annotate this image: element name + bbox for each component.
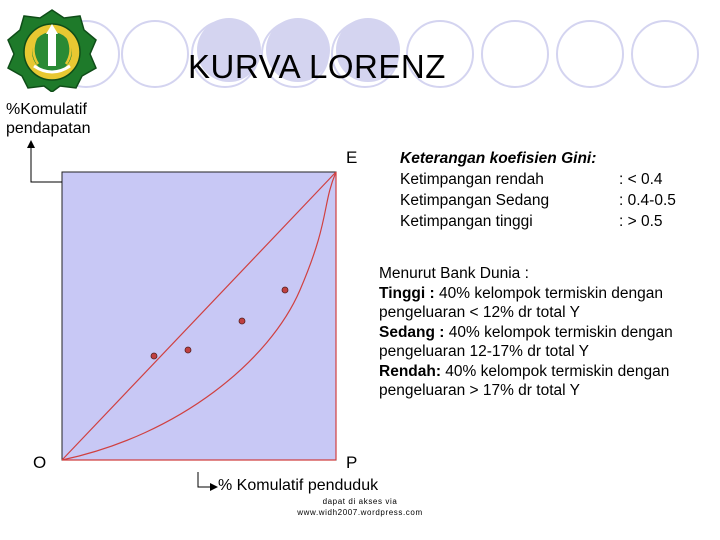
gini-row-value: : > 0.5 [619,213,663,230]
world-bank-criteria [379,264,715,401]
gini-legend [400,148,676,232]
gini-row-value: : 0.4-0.5 [619,192,676,209]
x-axis-arrowhead [210,483,218,491]
y-axis-label-line-1: %Komulatif [6,101,87,118]
credit-line-2: www.widh2007.wordpress.com [297,508,423,517]
world-bank-item-sedang [379,323,715,362]
world-bank-text: 40% kelompok termiskin dengan pengeluaran < 12% dr total Y [379,284,664,321]
y-axis-arrowhead [27,140,35,148]
world-bank-item-rendah [379,362,715,401]
x-axis-label: % Komulatif penduduk [218,477,379,494]
gini-heading: Keterangan koefisien Gini: [400,150,597,167]
gini-row-label: Ketimpangan rendah [400,171,544,188]
gini-row-label: Ketimpangan tinggi [400,213,533,230]
world-bank-term: Tinggi : [379,284,435,302]
world-bank-text: 40% kelompok termiskin dengan pengeluaran 12-17% dr total Y [379,323,673,360]
gini-row [400,169,676,190]
world-bank-text: 40% kelompok termiskin dengan pengeluaran > 17% dr total Y [379,362,670,399]
data-point [282,287,288,293]
world-bank-term: Rendah: [379,362,441,380]
gini-row [400,211,676,232]
y-axis-arrow [31,145,62,182]
gini-row [400,190,676,211]
world-bank-term: Sedang : [379,323,445,341]
data-point [239,318,245,324]
data-point [151,353,157,359]
credit-line-1: dapat di akses via [322,497,398,506]
point-label-e: E [346,148,358,167]
slide-title: KURVA LORENZ [188,48,446,85]
point-label-p: P [346,453,358,472]
point-label-o: O [33,453,47,472]
world-bank-intro: Menurut Bank Dunia : [379,265,529,282]
y-axis-label-line-2: pendapatan [6,120,91,137]
credit-note [290,496,430,518]
gini-row-label: Ketimpangan Sedang [400,192,550,209]
gini-row-value: : < 0.4 [619,171,663,188]
data-point [185,347,191,353]
world-bank-item-tinggi [379,284,715,323]
